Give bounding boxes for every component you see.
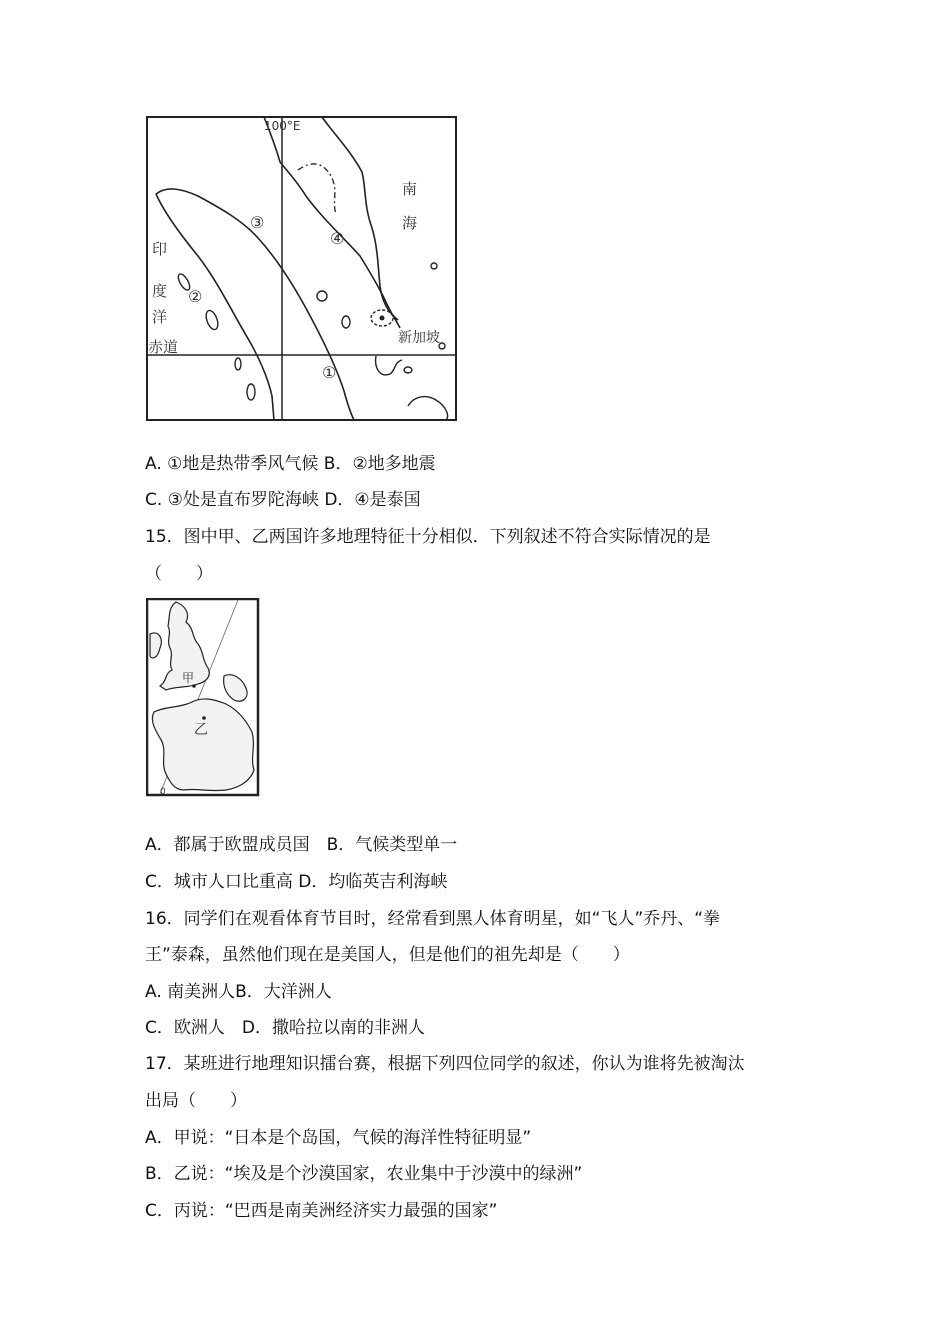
map-malay-peninsula [146, 116, 458, 422]
label-yang: 洋 [152, 308, 168, 326]
q15-options-line2: C．城市人口比重高 D．均临英吉利海峡 [145, 872, 448, 892]
q16-options-line1: A. 南美洲人B．大洋洲人 [145, 982, 332, 1002]
q16-stem-line2: 王”泰森，虽然他们现在是美国人，但是他们的祖先却是（ ） [145, 945, 630, 965]
q17-option-c: C．丙说：“巴西是南美洲经济实力最强的国家” [145, 1201, 498, 1221]
q14-options-line2: C. ③处是直布罗陀海峡 D．④是泰国 [145, 490, 421, 510]
label-hai: 海 [402, 214, 418, 232]
label-yi: 乙 [194, 722, 208, 738]
map-frame [147, 117, 456, 420]
q15-stem-line2: （ ） [145, 564, 213, 584]
q14-options-line1: A. ①地是热带季风气候 B．②地多地震 [145, 454, 436, 474]
label-nan: 南 [402, 180, 418, 198]
marker-1: ① [322, 363, 337, 382]
q15-options-line1: A．都属于欧盟成员国 B．气候类型单一 [145, 835, 458, 855]
label-yin: 印 [152, 240, 168, 258]
label-equator: 赤道 [148, 338, 179, 356]
label-jia: 甲 [182, 671, 195, 685]
france-coast [152, 699, 254, 791]
q17-stem-line2: 出局（ ） [145, 1091, 247, 1111]
marker-2: ② [188, 287, 203, 306]
label-zero: 0 [160, 787, 166, 797]
q17-option-a: A．甲说：“日本是个岛国，气候的海洋性特征明显” [145, 1128, 532, 1148]
label-100e: 100°E [264, 119, 301, 133]
q17-stem-line1: 17．某班进行地理知识擂台赛，根据下列四位同学的叙述，你认为谁将先被淘汰 [145, 1054, 745, 1074]
marker-3: ③ [250, 213, 265, 232]
q15-stem-line1: 15．图中甲、乙两国许多地理特征十分相似．下列叙述不符合实际情况的是 [145, 527, 711, 547]
q17-option-b: B．乙说：“埃及是个沙漠国家，农业集中于沙漠中的绿洲” [145, 1164, 583, 1184]
q16-options-line2: C．欧洲人 D．撒哈拉以南的非洲人 [145, 1018, 425, 1038]
marker-4: ④ [330, 229, 345, 248]
label-singapore: 新加坡 [398, 330, 440, 346]
map-britain-france [146, 598, 260, 797]
q16-stem-line1: 16．同学们在观看体育节目时，经常看到黑人体育明星，如“飞人”乔丹、“拳 [145, 909, 721, 929]
label-du: 度 [152, 282, 168, 300]
